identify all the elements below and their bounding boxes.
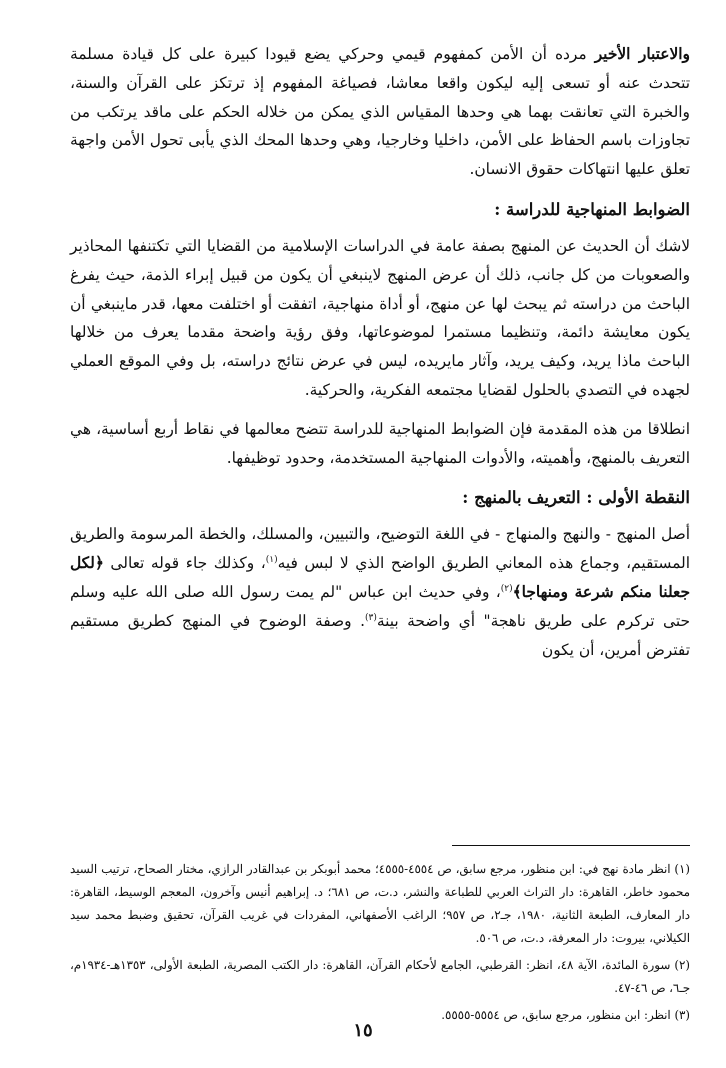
- footnote-1: (١) انظر مادة نهج في: ابن منظور، مرجع سابق، ص ٤٥٥٤-٤٥٥٥؛ محمد أبوبكر بن عبدالقادر الرازي، مختار الصحاح، ترتيب السيد محمود خاطر، القاهرة: دار التراث العربي للطباعة والنشر، د.ت، ص ٦٨١؛ د. إبراهيم أنيس وآخرون، المعجم الوسيط، القاهرة: دار المعارف، الطبعة الثانية، ١٩٨٠، جـ٢، ص ٩٥٧؛ الراغب الأصفهاني، المفردات في غريب القرآن، تحقيق وضبط محمد سيد الكيلاني، بيروت: دار المعرفة، د.ت، ص ٥٠٦.: [70, 862, 690, 945]
- intro-lead: والاعتبار الأخير: [594, 45, 690, 63]
- footnote-2: (٢) سورة المائدة، الآية ٤٨، انظر: القرطبي، الجامع لأحكام القرآن، القاهرة: دار الكتب المصرية، الطبعة الأولى، ١٣٥٣هـ-١٩٣٤م، جـ٦، ص ٤٦-٤٧.: [70, 958, 690, 995]
- footnote-3: (٣) انظر: ابن منظور، مرجع سابق، ص ٥٥٥٤-٥٥٥٥.: [441, 1008, 690, 1022]
- footnote-ref-1: (١): [265, 555, 278, 566]
- footnote-divider: [452, 845, 690, 846]
- definition-text-a: أصل المنهج - والنهج والمنهاج - في اللغة التوضيح، والتبيين، والمسلك، والخطة المرسومة والطريق المستقيم، وجماع هذه المعاني الطريق الواضح الذي لا لبس فيه: [70, 525, 690, 573]
- intro-paragraph: [70, 40, 690, 184]
- definition-text-d: . وصفة الوضوح في المنهج كطريق مستقيم تفترض أمرين، أن يكون: [70, 611, 690, 659]
- definition-paragraph: [70, 520, 690, 664]
- quran-verse: ﴿لكل جعلنا منكم شرعة ومنهاجا﴾: [70, 554, 690, 601]
- section-heading-definition: النقطة الأولى : التعريف بالمنهج :: [462, 488, 690, 508]
- intro-text: مرده أن الأمن كمفهوم قيمي وحركي يضع قيودا كبيرة على كل قيادة مسلمة تتحدث عنه أو تسعى إليه ليكون واقعا معاشا، فصياغة المفهوم إذ ترتكز على القرآن والسنة، والخبرة التي تعانقت بهما هي وحدها المقياس الذي يمكن من خلاله الحكم على ماقد يرتكب من تجاوزات باسم الحفاظ على الأمن، داخليا وخارجيا، وهي وحدها المحك الذي يأبى تحول الأمن واجهة تعلق عليها انتهاكات حقوق الانسان.: [70, 45, 690, 179]
- definition-text-c: ، وفي حديث ابن عباس "لم يمت رسول الله صلى الله عليه وسلم حتى تركرم على طريق ناهجة" أي واضحة بينة: [70, 582, 690, 630]
- methodology-paragraph-1: لاشك أن الحديث عن المنهج بصفة عامة في الدراسات الإسلامية من القضايا التي تكتنفها المحاذير والصعوبات من كل جانب، ذلك أن عرض المنهج لاينبغي أن يكون من قبيل إبراء الذمة، حيث يفرغ الباحث من دراسته ثم يبحث لها عن منهج، أو أداة منهاجية، اتفقت أو اختلفت معها، قدر ماينبغي أن يكون معايشة دائمة، وتنظيما مستمرا لموضوعاتها، وفق رؤية واضحة مقدما يعرف من خلالها الباحث ماذا يريد، وكيف يريد، وآثار مايريده، ليس في عرض نتائج دراسته، بل وفي الموقع العملي لجهده في التصدي بالحلول لقضايا مجتمعه الفكرية، والحركية.: [70, 236, 690, 399]
- footnotes: [70, 858, 690, 1027]
- definition-text-b: ، وكذلك جاء قوله تعالى: [103, 554, 266, 573]
- page-number: ١٥: [353, 1020, 373, 1041]
- footnote-ref-2: (٢): [500, 583, 513, 594]
- section-heading-methodology: الضوابط المنهاجية للدراسة :: [494, 199, 690, 219]
- document-page: [70, 40, 690, 1022]
- methodology-paragraph-2: انطلاقا من هذه المقدمة فإن الضوابط المنهاجية للدراسة تتضح معالمها في نقاط أربع أساسية، هي التعريف بالمنهج، وأهميته، والأدوات المنهاجية المستخدمة، وحدود توظيفها.: [70, 419, 690, 467]
- footnote-ref-3: (٣): [364, 612, 377, 623]
